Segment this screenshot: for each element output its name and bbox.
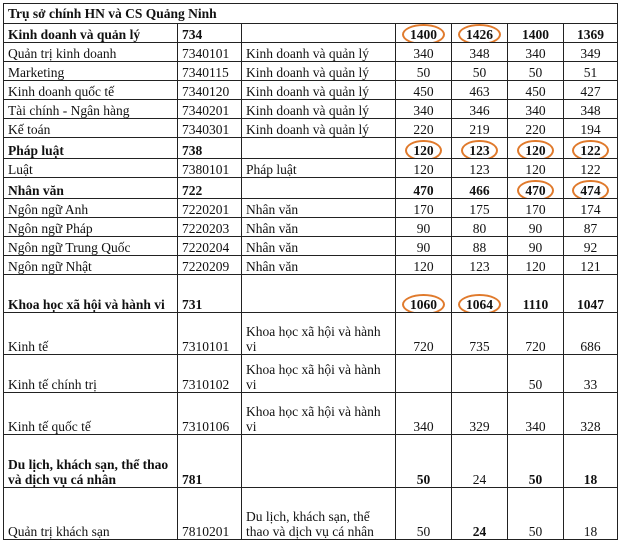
section-row — [4, 435, 618, 488]
value-text: 349 — [580, 46, 601, 61]
value-cell — [452, 178, 508, 199]
value-cell — [564, 355, 618, 393]
section-row — [4, 178, 618, 199]
program-group-cell: Du lịch, khách sạn, thể thao và dịch vụ cá nhân — [242, 488, 396, 540]
value-text: 450 — [525, 84, 546, 99]
value-cell — [452, 24, 508, 43]
program-code-cell: 731 — [178, 275, 242, 313]
program-name-cell: Luật — [4, 159, 178, 178]
value-cell — [452, 488, 508, 540]
value-text: 90 — [416, 221, 431, 236]
value-cell — [396, 138, 452, 159]
program-name-cell: Khoa học xã hội và hành vi — [4, 275, 178, 313]
value-text: 120 — [525, 259, 546, 274]
program-group-cell: Nhân văn — [242, 199, 396, 218]
program-name-cell: Ngôn ngữ Anh — [4, 199, 178, 218]
value-text: 50 — [528, 65, 543, 80]
program-code-cell: 738 — [178, 138, 242, 159]
value-cell — [396, 199, 452, 218]
value-cell — [452, 199, 508, 218]
value-cell — [564, 218, 618, 237]
program-group-cell — [242, 275, 396, 313]
value-text: 122 — [572, 140, 608, 159]
value-cell — [508, 199, 564, 218]
value-text: 120 — [413, 259, 434, 274]
value-text: 50 — [472, 65, 487, 80]
value-cell — [508, 119, 564, 138]
value-text: 220 — [413, 122, 434, 137]
program-name-cell: Kinh tế quốc tế — [4, 393, 178, 435]
value-text: 122 — [580, 162, 601, 177]
value-cell — [452, 119, 508, 138]
value-text: 720 — [525, 339, 546, 354]
value-text: 1426 — [458, 24, 501, 43]
value-cell — [508, 81, 564, 100]
value-text: 1064 — [458, 294, 501, 313]
program-group-cell: Pháp luật — [242, 159, 396, 178]
program-code-cell: 7340301 — [178, 119, 242, 138]
value-text: 90 — [416, 240, 431, 255]
program-group-cell: Khoa học xã hội và hành vi — [242, 393, 396, 435]
value-cell — [564, 43, 618, 62]
value-text: 120 — [413, 162, 434, 177]
admissions-table — [3, 3, 618, 540]
table-title-row — [4, 4, 618, 24]
program-name-cell: Ngôn ngữ Trung Quốc — [4, 237, 178, 256]
value-text: 90 — [528, 240, 543, 255]
value-text: 24 — [472, 472, 487, 487]
program-group-cell: Nhân văn — [242, 237, 396, 256]
program-name-cell: Quản trị khách sạn — [4, 488, 178, 540]
table-row — [4, 256, 618, 275]
value-text: 50 — [416, 524, 431, 539]
value-text: 348 — [580, 103, 601, 118]
value-text: 470 — [517, 180, 553, 199]
table-row — [4, 81, 618, 100]
value-text: 1110 — [522, 297, 549, 312]
table-row — [4, 62, 618, 81]
program-group-cell: Khoa học xã hội và hành vi — [242, 313, 396, 355]
value-text: 340 — [413, 419, 434, 434]
value-text: 50 — [528, 472, 543, 487]
value-cell — [396, 488, 452, 540]
value-text: 33 — [583, 377, 598, 392]
value-text: 50 — [528, 524, 543, 539]
value-cell — [396, 178, 452, 199]
program-name-cell: Ngôn ngữ Pháp — [4, 218, 178, 237]
value-text: 1060 — [402, 294, 445, 313]
value-cell — [564, 159, 618, 178]
value-cell — [508, 159, 564, 178]
value-cell — [564, 488, 618, 540]
value-text: 474 — [572, 180, 608, 199]
value-cell — [508, 355, 564, 393]
program-group-cell: Nhân văn — [242, 218, 396, 237]
value-text: 88 — [472, 240, 487, 255]
value-cell — [452, 81, 508, 100]
section-row — [4, 275, 618, 313]
value-cell — [396, 275, 452, 313]
value-cell — [508, 62, 564, 81]
table-row — [4, 355, 618, 393]
value-cell — [564, 81, 618, 100]
value-text: 50 — [528, 377, 543, 392]
program-code-cell: 7340120 — [178, 81, 242, 100]
value-text: 427 — [580, 84, 601, 99]
program-name-cell: Kinh doanh và quản lý — [4, 24, 178, 43]
value-cell — [564, 393, 618, 435]
program-group-cell — [242, 435, 396, 488]
program-name-cell: Quản trị kinh doanh — [4, 43, 178, 62]
value-text: 340 — [525, 46, 546, 61]
program-group-cell: Kinh doanh và quản lý — [242, 100, 396, 119]
program-code-cell: 7340201 — [178, 100, 242, 119]
value-text: 1400 — [402, 24, 445, 43]
value-text: 175 — [469, 202, 490, 217]
value-text: 340 — [413, 46, 434, 61]
value-cell — [396, 62, 452, 81]
value-text: 123 — [461, 140, 497, 159]
program-code-cell: 7220209 — [178, 256, 242, 275]
program-code-cell: 7220201 — [178, 199, 242, 218]
value-cell — [508, 435, 564, 488]
value-text: 1047 — [577, 297, 604, 312]
value-cell — [564, 24, 618, 43]
value-text: 18 — [583, 472, 598, 487]
program-code-cell: 7380101 — [178, 159, 242, 178]
value-text: 123 — [469, 162, 490, 177]
value-cell — [508, 43, 564, 62]
program-code-cell: 781 — [178, 435, 242, 488]
value-text: 1369 — [577, 27, 604, 42]
value-text: 90 — [528, 221, 543, 236]
value-cell — [452, 393, 508, 435]
value-cell — [396, 435, 452, 488]
value-text: 329 — [469, 419, 490, 434]
value-text: 219 — [469, 122, 490, 137]
table-title: Trụ sở chính HN và CS Quảng Ninh — [4, 4, 618, 24]
program-group-cell: Kinh doanh và quản lý — [242, 62, 396, 81]
value-text: 194 — [580, 122, 601, 137]
program-name-cell: Kinh doanh quốc tế — [4, 81, 178, 100]
value-text: 51 — [583, 65, 598, 80]
value-cell — [564, 275, 618, 313]
value-text: 170 — [525, 202, 546, 217]
value-cell — [396, 159, 452, 178]
value-text: 340 — [525, 103, 546, 118]
value-text: 80 — [472, 221, 487, 236]
table-row — [4, 237, 618, 256]
program-code-cell: 7810201 — [178, 488, 242, 540]
value-cell — [452, 43, 508, 62]
program-code-cell: 7220204 — [178, 237, 242, 256]
value-cell — [452, 256, 508, 275]
value-text: 121 — [580, 259, 601, 274]
value-text: 340 — [413, 103, 434, 118]
value-text: 470 — [413, 183, 434, 198]
value-cell — [564, 138, 618, 159]
value-cell — [396, 100, 452, 119]
program-name-cell: Du lịch, khách sạn, thể thao và dịch vụ cá nhân — [4, 435, 178, 488]
program-group-cell — [242, 178, 396, 199]
program-group-cell: Nhân văn — [242, 256, 396, 275]
value-cell — [508, 138, 564, 159]
table-row — [4, 119, 618, 138]
program-name-cell: Kế toán — [4, 119, 178, 138]
value-cell — [508, 275, 564, 313]
program-code-cell: 7310102 — [178, 355, 242, 393]
value-cell — [564, 178, 618, 199]
value-cell — [564, 435, 618, 488]
program-name-cell: Marketing — [4, 62, 178, 81]
value-text: 120 — [405, 140, 441, 159]
value-text: 466 — [469, 183, 490, 198]
value-text: 686 — [580, 339, 601, 354]
value-cell — [508, 24, 564, 43]
program-name-cell: Kinh tế — [4, 313, 178, 355]
value-text: 348 — [469, 46, 490, 61]
table-row — [4, 100, 618, 119]
table-row — [4, 488, 618, 540]
value-cell — [396, 43, 452, 62]
value-cell — [452, 355, 508, 393]
table-row — [4, 43, 618, 62]
value-text: 120 — [517, 140, 553, 159]
program-group-cell — [242, 24, 396, 43]
program-code-cell: 734 — [178, 24, 242, 43]
table-row — [4, 393, 618, 435]
program-group-cell: Kinh doanh và quản lý — [242, 81, 396, 100]
value-cell — [396, 119, 452, 138]
program-code-cell: 7340101 — [178, 43, 242, 62]
value-cell — [452, 435, 508, 488]
value-cell — [452, 100, 508, 119]
value-cell — [396, 237, 452, 256]
section-row — [4, 138, 618, 159]
value-cell — [396, 393, 452, 435]
section-row — [4, 24, 618, 43]
value-text: 463 — [469, 84, 490, 99]
value-cell — [564, 62, 618, 81]
value-text: 50 — [416, 472, 431, 487]
value-text: 735 — [469, 339, 490, 354]
value-text: 720 — [413, 339, 434, 354]
value-text: 87 — [583, 221, 598, 236]
value-text: 123 — [469, 259, 490, 274]
program-name-cell: Ngôn ngữ Nhật — [4, 256, 178, 275]
value-text: 170 — [413, 202, 434, 217]
value-text: 120 — [525, 162, 546, 177]
value-cell — [396, 256, 452, 275]
value-cell — [452, 275, 508, 313]
program-group-cell: Kinh doanh và quản lý — [242, 119, 396, 138]
program-code-cell: 7340115 — [178, 62, 242, 81]
value-cell — [564, 237, 618, 256]
value-cell — [396, 24, 452, 43]
value-cell — [508, 237, 564, 256]
value-cell — [564, 100, 618, 119]
program-code-cell: 7220203 — [178, 218, 242, 237]
value-text: 18 — [583, 524, 598, 539]
program-code-cell: 7310101 — [178, 313, 242, 355]
value-cell — [452, 313, 508, 355]
program-name-cell: Nhân văn — [4, 178, 178, 199]
program-name-cell: Pháp luật — [4, 138, 178, 159]
value-text: 50 — [416, 65, 431, 80]
value-cell — [508, 393, 564, 435]
table-row — [4, 159, 618, 178]
value-text: 450 — [413, 84, 434, 99]
value-text: 340 — [525, 419, 546, 434]
table-row — [4, 199, 618, 218]
value-text: 92 — [583, 240, 598, 255]
program-code-cell: 722 — [178, 178, 242, 199]
value-text: 346 — [469, 103, 490, 118]
program-code-cell: 7310106 — [178, 393, 242, 435]
value-cell — [452, 237, 508, 256]
value-cell — [452, 218, 508, 237]
value-cell — [396, 81, 452, 100]
value-cell — [396, 218, 452, 237]
value-cell — [452, 159, 508, 178]
value-cell — [508, 178, 564, 199]
value-cell — [452, 62, 508, 81]
value-cell — [564, 119, 618, 138]
value-text: 174 — [580, 202, 601, 217]
value-text: 1400 — [522, 27, 549, 42]
value-cell — [396, 355, 452, 393]
table-row — [4, 218, 618, 237]
value-cell — [508, 256, 564, 275]
value-text: 24 — [472, 524, 487, 539]
value-cell — [396, 313, 452, 355]
value-cell — [508, 218, 564, 237]
value-cell — [564, 256, 618, 275]
program-name-cell: Tài chính - Ngân hàng — [4, 100, 178, 119]
table-row — [4, 313, 618, 355]
program-name-cell: Kinh tế chính trị — [4, 355, 178, 393]
value-cell — [508, 313, 564, 355]
program-group-cell — [242, 138, 396, 159]
value-text: 328 — [580, 419, 601, 434]
value-cell — [564, 313, 618, 355]
value-cell — [508, 100, 564, 119]
value-cell — [452, 138, 508, 159]
program-group-cell: Kinh doanh và quản lý — [242, 43, 396, 62]
value-text: 220 — [525, 122, 546, 137]
value-cell — [564, 199, 618, 218]
value-cell — [508, 488, 564, 540]
program-group-cell: Khoa học xã hội và hành vi — [242, 355, 396, 393]
